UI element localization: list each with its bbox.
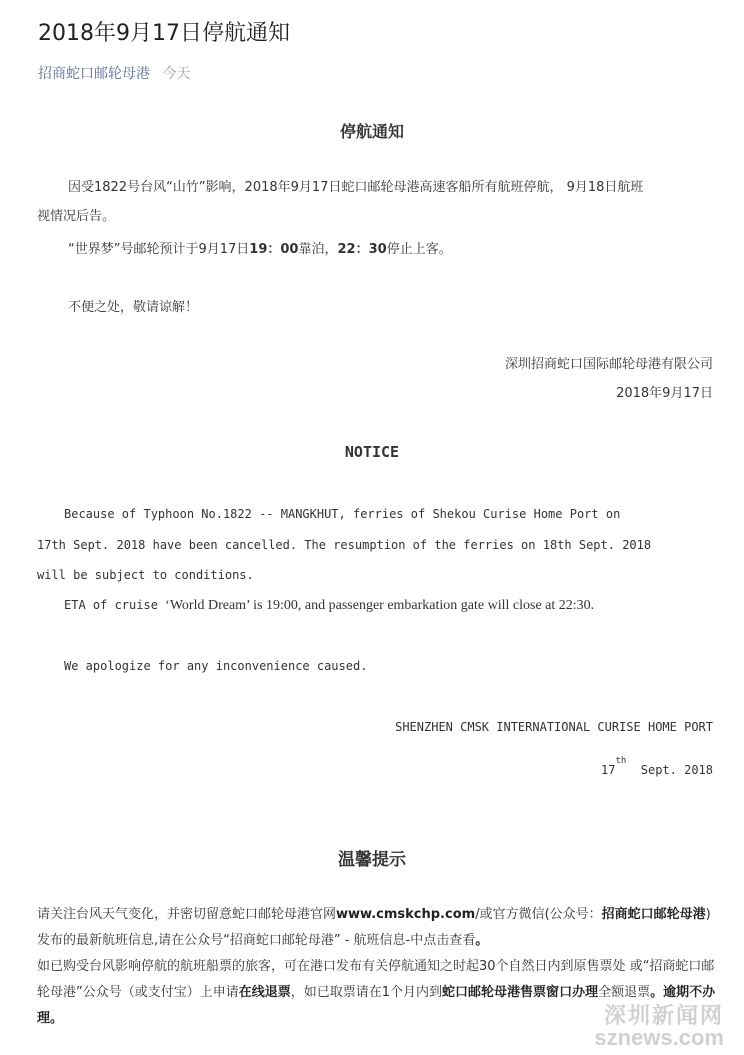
tips-p1-a: 请关注台风天气变化，并密切留意蛇口邮轮母港官网 <box>37 907 337 922</box>
ticket-counter-2: 口办理 <box>559 985 599 1000</box>
boarding-close-time: 22：30 <box>337 242 387 257</box>
notice-en-heading: NOTICE <box>344 443 400 461</box>
notice-cn-para1-line1: 因受1822号台风“山竹”影响，2018年9月17日蛇口邮轮母港高速客船所有航班停航， 9月18日航班 <box>68 180 644 195</box>
eta-prefix: ETA of cruise <box>64 598 166 612</box>
tips-p1-b: /或官方微信(公众号： <box>475 907 602 922</box>
notice-cn-signature: 深圳招商蛇口国际邮轮母港有限公司 <box>504 357 713 372</box>
notice-en-signature: SHENZHEN CMSK INTERNATIONAL CURISE HOME PORT <box>395 720 713 734</box>
full-refund: 全额退票 <box>598 985 651 1000</box>
official-site-link[interactable]: www.cmskchp.com <box>336 907 476 922</box>
eta-rest: ‘World Dream’ is 19:00, and passenger embarkation gate will close at 22:30. <box>165 598 595 613</box>
notice-cn-para2 <box>68 240 452 260</box>
wechat-account: 招商蛇口邮轮母港 <box>601 907 706 922</box>
tips-p2-c: ，如已取票请在1个月内到 <box>290 985 443 1000</box>
tips-heading: 温馨提示 <box>338 850 406 870</box>
notice-cn-date: 2018年9月17日 <box>616 386 713 401</box>
notice-cn-para1-line2: 视情况后告。 <box>37 209 116 224</box>
watermark-cn: 深圳新闻网 <box>603 1003 724 1028</box>
article-title: 2018年9月17日停航通知 <box>38 21 290 46</box>
tips-body <box>37 902 717 1032</box>
notice-cn-heading: 停航通知 <box>339 122 404 141</box>
tips-p2-b: 或“招商蛇口邮轮母港”公众号（或支付宝）上申请 <box>37 959 715 1000</box>
watermark-en: sznews.com <box>594 1025 724 1050</box>
notice-en-line3: will be subject to conditions. <box>37 568 254 582</box>
account-link[interactable]: 招商蛇口邮轮母港 <box>38 66 150 82</box>
notice-en-eta <box>64 595 594 616</box>
date-rest: Sept. 2018 <box>640 763 713 777</box>
notice-en-line1: Because of Typhoon No.1822 -- MANGKHUT, ferries of Shekou Curise Home Port on <box>64 507 621 521</box>
notice-en-line2: 17th Sept. 2018 have been cancelled. The resumption of the ferries on 18th Sept. 2018 <box>37 538 652 552</box>
para2-suffix: 停止上客。 <box>386 242 452 257</box>
date-suffix: th <box>615 756 627 766</box>
notice-en-apology: We apologize for any inconvenience caused. <box>64 659 368 673</box>
online-refund: 在线退票 <box>238 985 291 1000</box>
para2-mid: 靠泊， <box>298 242 338 257</box>
date-day: 17 <box>601 763 616 777</box>
article-meta <box>38 63 190 83</box>
tips-p2-e: 。逾期不办理。 <box>37 985 716 1026</box>
notice-en-date <box>601 757 713 780</box>
para2-prefix: “世界梦”号邮轮预计于9月17日 <box>68 242 250 257</box>
berth-time: 19：00 <box>249 242 299 257</box>
tips-p1-c: )发布的最新航班信息,请在公众号“招商蛇口邮轮母港” - 航班信息-中点击查看 <box>37 907 711 948</box>
ticket-counter: 蛇口邮轮母港售票窗 <box>442 985 560 1000</box>
tips-p2-a: 如已购受台风影响停航的航班船票的旅客，可在港口发布有关停航通知之时起30个自然日内到原售票处 <box>37 959 626 974</box>
publish-date: 今天 <box>162 66 191 82</box>
tips-p1-end: 。 <box>475 933 489 948</box>
notice-cn-apology: 不便之处，敬请谅解！ <box>68 300 199 315</box>
